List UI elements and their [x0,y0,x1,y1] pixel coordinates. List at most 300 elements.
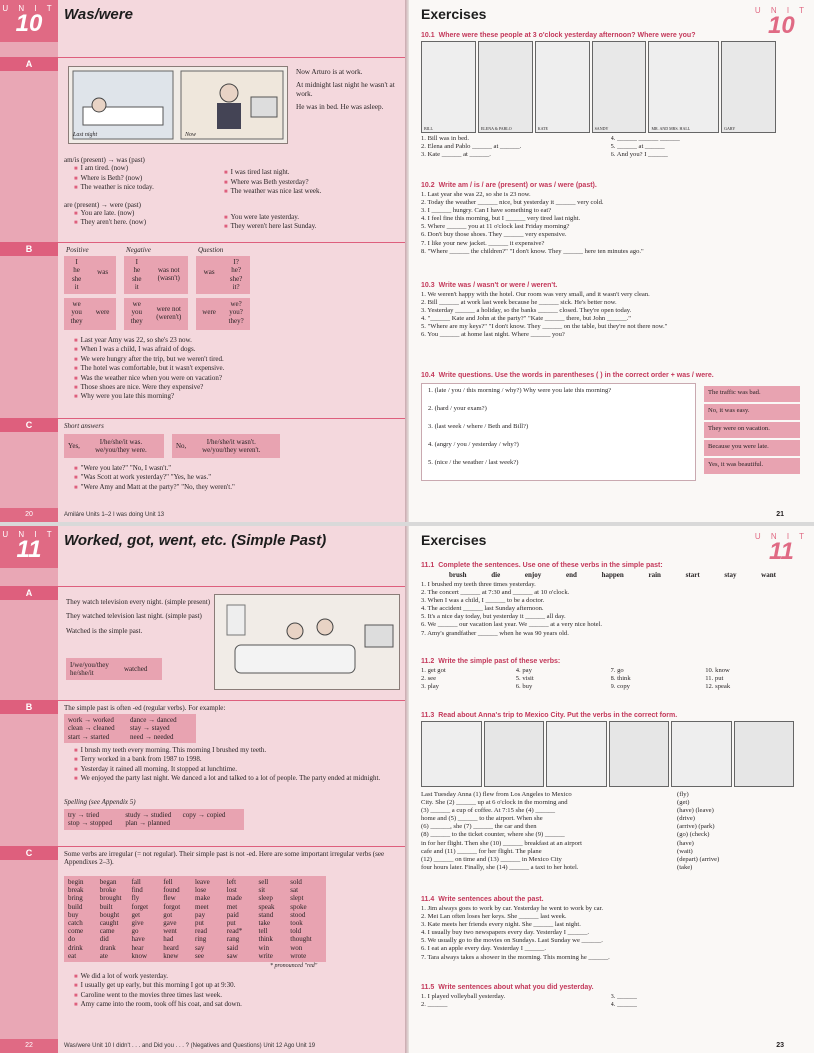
text-line: They watched television last night. (simple past) [66,612,202,621]
text-line: "Was Scott at work yesterday?" "Yes, he was." [80,473,212,482]
text-line: The weather is nice today. [80,183,154,192]
irregular-verb-cell: lost [226,886,237,895]
irregular-verb-cell: win [258,943,269,952]
irregular-verb-cell: give [131,919,144,928]
exercise-11-4 [421,896,800,962]
text-line: Write am / is / are (present) or was / were (past). [438,182,597,189]
text-line: 5. visit [515,675,534,683]
text-line: stay → stayed [130,724,170,733]
text-line: 11.5 [421,984,435,991]
text-line: BILL [424,126,433,131]
text-line: 7. go [610,667,624,674]
text-line: U N I T [2,530,56,539]
text-line: No, [176,441,187,450]
c-intro: Some verbs are irregular (= not regular). Their simple past is not -ed. Here are some important irregular verbs (see Appendixes 2–3). [64,850,385,867]
irregular-verb-cell: caught [99,919,119,928]
text-line: try → tried [68,811,100,819]
text-line: (wait) [677,847,693,855]
text-line: 4. ______ [610,1001,637,1009]
text-line: 10.2 [421,182,435,189]
text-line: 11.1 [421,562,435,569]
text-line: 10. know [705,667,730,674]
text-line: watched [124,664,148,673]
text-line: Now Arturo is at work. [296,68,363,76]
text-line: 2. ______ [421,1001,448,1009]
irregular-verb-cell: lose [195,886,207,895]
divider [58,586,407,587]
irregular-verb-cell: build [68,902,83,911]
text-line: 3. ______ [610,993,637,1000]
section-c-label: C [0,418,58,432]
text-line: I? [233,258,239,266]
irregular-verbs-table [64,876,326,962]
text-line: start → started [68,732,110,741]
question-head: Question [198,246,224,254]
text-line: At midnight last night he wasn't at work. [296,81,395,98]
text-line: stay [724,571,737,579]
text-line: 1. I played volleyball yesterday. [421,993,506,1000]
text-line: 1. Jim always goes to work by car. Yesterday he went to work by car. [421,905,604,912]
text-line: we? [230,300,242,308]
text-line: it [134,283,139,292]
text-line: Was the weather nice when you were on vacation? [80,373,222,382]
text-line: end [565,571,577,579]
text-line: I [75,258,78,266]
text-line: she [132,274,142,283]
irregular-verb-cell: pay [195,910,206,919]
text-line: Why were you late this morning? [80,392,175,401]
irregular-verb-cell: write [258,951,273,960]
text-line: Terry worked in a bank from 1987 to 1998. [80,755,202,764]
irregular-verb-cell: came [99,927,115,936]
negative-was-box [124,256,188,294]
text-line: (3) ______ a cup of coffee. At 7:15 she (4) ______ [421,807,556,815]
exercise-11-1 [421,562,800,638]
text-line: was [97,268,109,276]
text-line: clean → cleaned [68,724,115,733]
text-line: They were on vacation. [704,422,800,438]
negative-head: Negative [126,246,151,254]
text-line: (weren't) [156,313,182,322]
text-line: happen [601,571,624,579]
text-line: (6) ______, she (7) ______ the car and then [421,823,537,831]
regular-verbs-box [64,714,196,743]
text-line: The weather was nice last week. [230,187,322,196]
text-line: 5. Where ______ you at 11 o'clock last Friday morning? [421,223,570,231]
irregular-verb-cell: drink [68,943,83,952]
text-line: 4. "______ Kate and John at the party?" "Kate ______ there, but John ______." [421,315,632,323]
text-line: Write sentences about what you did yesterday. [438,984,594,991]
text-line: 11.2 [421,658,435,665]
irregular-verb-cell: won [290,943,303,952]
text-line: 6. Don't buy those shoes. They ______ very expensive. [421,231,567,239]
text-line: 10.3 [421,282,435,289]
text-line: GARY [724,126,736,131]
exercises-title: Exercises [421,6,487,22]
text-line: you? [229,308,243,317]
text-line: Where was Beth yesterday? [230,177,309,186]
text-line: You were late yesterday. [230,213,300,222]
text-line: they [70,316,83,325]
text-line: 4. pay [515,667,532,674]
text-line: stop → stopped [68,819,112,828]
irregular-verb-cell: forget [131,902,149,911]
text-line: were [95,308,110,316]
page-number: 23 [776,1042,784,1049]
text-line: "Were Amy and Matt at the party?" "No, they weren't." [80,482,235,491]
irregular-verb-cell: catch [68,919,83,928]
irregular-verb-cell: meet [195,902,209,911]
text-line: I was tired last night. [230,168,290,177]
irregular-verb-cell: slept [290,894,304,903]
text-line: U N I T [2,4,56,13]
text-line: she? [229,274,243,283]
text-line: 10.1 [421,32,435,39]
text-line: Amy came into the room, took off his coat, and sat down. [80,1000,242,1009]
irregular-verb-cell: went [163,927,177,936]
irregular-verb-cell: stand [258,910,274,919]
unit-badge [0,526,58,568]
irregular-verb-cell: built [99,902,113,911]
text-line: Caroline went to the movies three times last week. [80,990,222,999]
text-line: (have) [677,839,694,847]
text-line: 11 [16,536,42,563]
text-line: They watch television every night. (simple present) [66,598,211,606]
unit-badge [0,0,58,42]
text-line: When I was a child, I was afraid of dogs. [80,345,196,354]
a-lines [66,598,214,635]
text-line: Watched is the simple past. [66,626,143,635]
irregular-verb-cell: eat [68,951,77,960]
irregular-verb-cell: rang [226,935,240,944]
text-line: he [133,266,141,275]
text-line: 2. Bill ______ at work last week because he ______ sick. He's better now. [421,299,617,307]
irregular-verb-cell: get [131,910,141,919]
text-line: 6. And you? I ______ [610,151,668,159]
text-line: Because you were late. [704,440,800,456]
question-was-box [196,256,250,294]
footer-links[interactable]: Amiláre Units 1–2 I was doing Unit 13 [64,512,165,518]
text-line: Write questions. Use the words in parentheses ( ) in the correct order + was / were. [438,372,714,379]
text-line: 10 [768,12,795,39]
illustration-arturo [68,66,288,144]
text-line: KATE [537,126,548,131]
irregular-verb-cell: begin [68,878,84,886]
arturo-scene-icon [69,67,287,143]
text-line: 8. think [610,675,631,683]
irregular-verb-cell: made [226,894,242,903]
irregular-verb-cell: flew [163,894,176,903]
exercise-10-3 [421,282,800,340]
irregular-verb-cell: break [68,886,84,895]
text-line: 3. I ______ hungry. Can I have something to eat? [421,207,552,215]
section-a-label: A [0,586,58,600]
text-line: plan → planned [125,819,171,828]
text-line: dance → danced [130,716,177,724]
irregular-verb-cell: see [195,951,204,960]
spelling-head: Spelling (see Appendix 5) [64,798,136,806]
text-line: We did a lot of work yesterday. [80,972,169,980]
text-line: 3. Kate meets her friends every night. She ______ last night. [421,921,581,929]
irregular-verb-cell: said [226,943,239,952]
page-number: 22 [0,1039,58,1053]
text-line: I brush my teeth every morning. This morning I brushed my teeth. [80,746,267,754]
irregular-verb-cell: got [163,910,173,919]
text-line: 2. Elena and Pablo ______ at ______. [421,143,522,151]
irregular-verb-cell: paid [226,910,239,919]
irregular-verb-cell: fall [131,878,141,886]
text-line: Where were these people at 3 o'clock yesterday afternoon? Where were you? [438,32,696,39]
irregular-verb-cell: put [195,919,204,928]
text-line: 4. ______ ______ ______ [610,135,680,142]
illustration-tv [214,594,400,690]
text-line: They weren't here last Sunday. [230,222,317,231]
text-line: He was in bed. He was asleep. [296,103,384,111]
irregular-verb-cell: met [226,902,238,911]
text-line: cafe and (11) ______ for her flight. The plane [421,847,542,855]
text-line: 8. "Where ______ the children?" "I don't know. They ______ here ten minutes ago." [421,247,644,255]
divider [58,846,407,847]
top-spread [0,0,814,522]
couch-tv-icon [215,595,399,689]
bottom-spread [0,526,814,1053]
left-margin-bar [0,42,58,522]
text-line: copy → copied [182,811,226,819]
text-line: 1. We weren't happy with the hotel. Our room was very small, and it wasn't very clean. [421,291,650,298]
irregular-verb-cell: read* [226,927,243,936]
text-line: 6. buy [515,683,533,691]
irregular-verb-cell: sit [258,886,266,895]
exercises-title: Exercises [421,532,487,548]
text-line: are (present) → were (past) [64,200,141,209]
divider [58,242,407,243]
text-line: 5. "Where are my keys?" "I don't know. They ______ on the table, but they're not there now." [421,323,668,331]
text-line: 11.4 [421,896,435,903]
text-line: he? [231,266,241,275]
irregular-verb-cell: took [290,919,303,928]
page-22 [0,526,407,1053]
text-line: we [72,300,81,308]
text-line: 12. speak [705,683,731,691]
positive-was-box [64,256,116,294]
text-line: 3. Yesterday ______ a holiday, so the banks ______ closed. They're open today. [421,307,632,315]
irregular-verb-cell: wrote [290,951,307,960]
exercise-10-4 [421,372,800,481]
text-line: were [202,308,216,316]
page-23 [407,526,814,1053]
text-line: The hotel was comfortable, but it wasn't expensive. [80,364,225,373]
irregular-verb-cell: hear [131,943,144,952]
text-line: 9. copy [610,683,630,691]
gutter [405,526,409,1053]
text-line: 4. I feel fine this morning, but I ______ very tired last night. [421,215,581,223]
irregular-verb-cell: forgot [163,902,181,911]
section-c-label: C [0,846,58,860]
text-line: Complete the sentences. Use one of these verbs in the simple past: [438,562,663,569]
text-line: was not [157,266,180,274]
text-line: 6. You ______ at home last night. Where ______ you? [421,331,565,339]
text-line: I/we/you/they he/she/it [70,660,109,677]
irregular-verb-cell: knew [163,951,179,960]
short-yes-box [64,434,164,458]
irregular-verb-cell: come [68,927,84,936]
text-line: enjoy [524,571,542,579]
page-21 [407,0,814,522]
irregular-verb-cell: told [290,927,302,936]
text-line: rain [648,571,661,579]
section-b-label: B [0,700,58,714]
text-line: 7. I like your new jacket. ______ it expensive? [421,239,545,247]
text-line: study → studied [125,811,172,819]
text-line: 2. Mei Lan often loses her keys. She ______ last week. [421,913,567,921]
exercise-11-5 [421,984,800,1009]
irregular-verb-cell: gave [163,919,177,928]
pronounced-note: * pronounced "red" [270,963,318,969]
irregular-verb-cell: brought [99,894,122,903]
text-line: Last Tuesday Anna (1) flew from Los Angeles to Mexico [421,791,572,798]
irregular-verb-cell: do [68,935,75,944]
text-line: City. She (2) ______ up at 6 o'clock in the morning and [421,799,568,807]
text-line: 11.3 [421,712,435,719]
text-line: 3. Kate ______ at ______. [421,151,491,159]
text-line: she [71,274,82,283]
text-line: Last night [73,132,98,138]
b-intro: The simple past is often -ed (regular verbs). For example: [64,704,226,712]
text-line: 1. (late / you / this morning / why?) Why were you late this morning? [428,387,612,394]
text-line: 10.4 [421,372,435,379]
text-line: 5. It's a nice day today, but yesterday it ______ all day. [421,613,566,621]
irregular-verb-cell: know [131,951,148,960]
text-line: am/is (present) → was (past) [64,156,145,164]
text-line: 5. ______ at ______ [610,143,665,151]
text-line: (take) [677,863,693,871]
text-line: "Were you late?" "No, I wasn't." [80,464,172,472]
text-line: 3. play [421,683,439,691]
story-text [296,68,400,112]
text-line: No, it was easy. [704,404,800,420]
text-line: Read about Anna's trip to Mexico City. Put the verbs in the correct form. [438,712,678,719]
text-line: 4. (angry / you / yesterday / why?) [428,441,519,448]
text-line: (drive) [677,815,695,823]
exercise-11-3 [421,712,800,872]
text-line: they? [228,316,244,325]
page-number: 21 [776,511,784,518]
irregular-verb-cell: speak [258,902,275,911]
text-line: 2. Today the weather ______ nice, but yesterday it ______ very cold. [421,199,604,207]
text-line: die [491,571,501,579]
text-line: 10 [15,10,43,37]
text-line: SANDY [594,126,609,131]
text-line: (get) [677,799,690,807]
text-line: it [74,283,79,292]
text-line: start [685,571,700,579]
text-line: brush [449,571,467,579]
text-line: Last year Amy was 22, so she's 23 now. [80,336,192,344]
text-line: need → needed [130,732,174,741]
exercise-10-2 [421,182,800,256]
irregular-verb-cell: left [226,878,237,886]
text-line: in for her flight. Then she (10) ______ breakfast at an airport [421,839,583,847]
left-margin-bar [0,568,58,1053]
text-line: 1. Last year she was 22, so she is 23 now. [421,191,531,198]
ex101-pictures [421,41,776,133]
irregular-verb-cell: heard [163,943,179,952]
section-a-label: A [0,57,58,71]
irregular-verb-cell: broke [99,886,116,895]
exercise-11-2 [421,658,800,691]
irregular-verb-cell: tell [258,927,268,936]
text-line: we [132,300,141,308]
text-line: (wasn't) [157,274,180,283]
irregular-verb-cell: drank [99,943,116,952]
divider [58,57,407,58]
anna-trip-pictures [421,721,794,787]
text-line: U N I T [754,532,808,541]
text-line: 4. The accident ______ last Sunday afternoon. [421,605,544,613]
text-line: home and (5) ______ to the airport. When she [421,815,543,823]
text-line: 1. get got [421,667,446,674]
footer-links[interactable]: Was/were Unit 10 I didn't . . . and Did you . . . ? (Negatives and Questions) Unit 12 Ago Unit 19 [64,1043,316,1049]
irregular-verb-cell: stood [290,910,306,919]
text-line: 4. I usually buy two newspapers every day. Yesterday I ______. [421,929,590,937]
text-line: I usually get up early, but this morning I got up at 9:30. [80,981,236,990]
b-examples: ■ Last year Amy was 22, so she's 23 now. ■ When I was a child, I was afraid of dogs. ■ We were hungry after the trip, but we weren't tired. ■ The hotel was comfortable, but it wasn't expensive. ■ Was the weather nice when you were on vacation? ■ Those shoes are nice. Were they expensive? ■ Why were you late this morning? [74,336,225,401]
page-20 [0,0,407,522]
irregular-verb-cell: began [99,878,117,886]
text-line: 11. put [705,675,724,683]
text-line: You are late. (now) [80,209,135,218]
text-line: (8) ______ to the ticket counter, where she (9) ______ [421,831,565,839]
text-line: 2. The concert ______ at 7:30 and ______ at 10 o'clock. [421,589,570,597]
text-line: (depart) (arrive) [677,855,720,863]
text-line: MR. AND MRS. HALL [651,126,691,131]
text-line: was [203,268,215,276]
irregular-verb-cell: put [226,919,236,928]
text-line: you [71,308,82,317]
text-line: four hours later. Finally, she (14) ______ a taxi to her hotel. [421,863,579,871]
text-line: (12) ______ on time and (13) ______ in Mexico City [421,855,562,863]
irregular-verb-cell: read [195,927,208,936]
irregular-verb-cell: bring [68,894,83,903]
irregular-verb-cell: sleep [258,894,273,903]
irregular-verb-cell: ring [195,935,207,944]
text-line: ELENA & PABLO [480,126,512,131]
question-were-box [196,298,250,330]
irregular-verb-cell: fly [131,894,140,903]
irregular-verb-cell: thought [290,935,312,944]
text-line: you [131,308,143,317]
unit-badge-right [755,532,808,563]
text-line: We were hungry after the trip, but we weren't tired. [80,354,224,363]
text-line: (fly) [677,791,689,798]
gutter [405,0,409,522]
irregular-verb-cell: find [131,886,143,895]
irregular-verb-cell: spoke [290,902,307,911]
text-line: (have) (leave) [677,807,714,815]
section-b-label: B [0,242,58,256]
text-line: 3. When I was a child, I ______ to be a doctor. [421,597,545,605]
irregular-verb-cell: buy [68,910,79,919]
c-examples: ■ "Were you late?" "No, I wasn't." ■ "Was Scott at work yesterday?" "Yes, he was." ■ "Were Amy and Matt at the party?" "No, they weren't." [74,464,235,491]
text-line: I/he/she/it wasn't. we/you/they weren't. [202,437,261,454]
exercise-10-1 [421,32,800,159]
irregular-verb-cell: say [195,943,205,952]
text-line: (go) (check) [677,831,710,839]
text-line: he [73,266,80,275]
text-line: 3. (last week / where / Beth and Bill?) [428,423,529,430]
spelling-box [64,809,244,830]
irregular-verb-cell: sold [290,878,302,886]
